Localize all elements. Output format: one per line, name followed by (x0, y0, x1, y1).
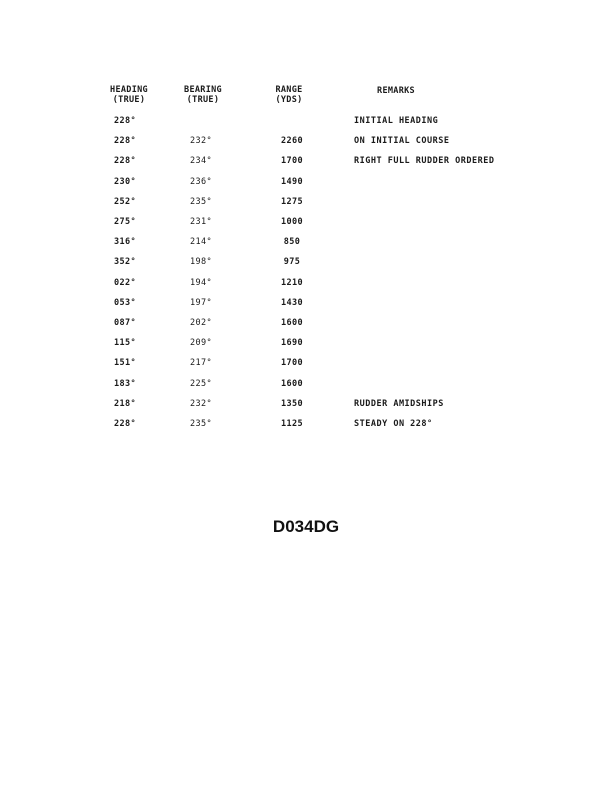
column-header-bearing-line1: BEARING (184, 85, 222, 95)
remarks-cell: RIGHT FULL RUDDER ORDERED (354, 156, 495, 167)
heading-cell: 228° (113, 419, 137, 429)
bearing-cell: 217° (189, 358, 213, 369)
table-row (0, 156, 612, 176)
column-header-bearing (174, 85, 232, 105)
heading-cell: 252° (113, 196, 137, 207)
table-row (0, 338, 612, 358)
remarks-cell: RUDDER AMIDSHIPS (354, 398, 444, 409)
range-cell: 1430 (280, 297, 304, 308)
column-header-heading-line1: HEADING (110, 85, 148, 95)
heading-cell: 352° (113, 257, 137, 268)
range-cell: 1490 (280, 176, 304, 187)
range-cell: 1700 (280, 358, 304, 369)
table-row (0, 379, 612, 399)
bearing-cell: 194° (189, 277, 213, 288)
range-cell: 2260 (280, 136, 304, 147)
column-header-remarks-label: REMARKS (377, 86, 415, 96)
column-header-range (262, 85, 316, 105)
remarks-cell: INITIAL HEADING (354, 116, 439, 126)
heading-cell: 228° (113, 156, 137, 167)
range-cell: 1700 (280, 156, 304, 167)
column-header-heading-line2: (TRUE) (112, 95, 146, 105)
heading-cell: 228° (113, 136, 137, 147)
range-cell: 1000 (280, 217, 304, 227)
table-row (0, 278, 612, 298)
heading-cell: 087° (113, 318, 137, 328)
bearing-cell: 214° (189, 237, 213, 248)
range-cell: 850 (283, 237, 301, 248)
table-row (0, 136, 612, 156)
table-row (0, 318, 612, 338)
range-cell: 1275 (280, 196, 304, 207)
range-cell: 1600 (280, 378, 304, 389)
heading-cell: 053° (113, 297, 137, 308)
bearing-cell: 236° (189, 176, 213, 187)
heading-cell: 230° (113, 176, 137, 187)
column-header-heading (100, 85, 158, 105)
heading-cell: 022° (113, 277, 137, 288)
bearing-cell: 232° (189, 398, 213, 409)
bearing-cell: 202° (189, 318, 213, 328)
range-cell: 1210 (280, 277, 304, 288)
table-row (0, 419, 612, 439)
document-code: D034DG (272, 517, 340, 536)
bearing-cell: 234° (189, 156, 213, 167)
bearing-cell: 232° (189, 136, 213, 147)
heading-cell: 218° (113, 398, 137, 409)
remarks-cell: STEADY ON 228° (354, 419, 433, 429)
table-row (0, 358, 612, 378)
column-header-range-line2: (YDS) (275, 95, 303, 105)
range-cell: 1600 (280, 318, 304, 328)
heading-cell: 115° (113, 338, 137, 349)
column-header-range-line1: RANGE (275, 85, 303, 95)
heading-cell: 151° (113, 358, 137, 369)
bearing-cell: 231° (189, 217, 213, 227)
table-row (0, 116, 612, 136)
heading-cell: 183° (113, 378, 137, 389)
range-cell: 1690 (280, 338, 304, 349)
heading-cell: 228° (113, 116, 137, 126)
table-row (0, 298, 612, 318)
bearing-cell: 235° (189, 419, 213, 429)
bearing-cell: 197° (189, 297, 213, 308)
range-cell: 1125 (280, 419, 304, 429)
range-cell: 1350 (280, 398, 304, 409)
column-header-remarks (364, 86, 428, 96)
bearing-cell: 235° (189, 196, 213, 207)
bearing-cell: 225° (189, 378, 213, 389)
bearing-cell: 198° (189, 257, 213, 268)
table-row (0, 197, 612, 217)
table-row (0, 257, 612, 277)
heading-cell: 275° (113, 217, 137, 227)
bearing-cell: 209° (189, 338, 213, 349)
heading-cell: 316° (113, 237, 137, 248)
remarks-cell: ON INITIAL COURSE (354, 136, 450, 147)
table-row (0, 177, 612, 197)
range-cell: 975 (283, 257, 301, 268)
table-row (0, 399, 612, 419)
table-row (0, 217, 612, 237)
table-row (0, 237, 612, 257)
column-header-bearing-line2: (TRUE) (186, 95, 220, 105)
